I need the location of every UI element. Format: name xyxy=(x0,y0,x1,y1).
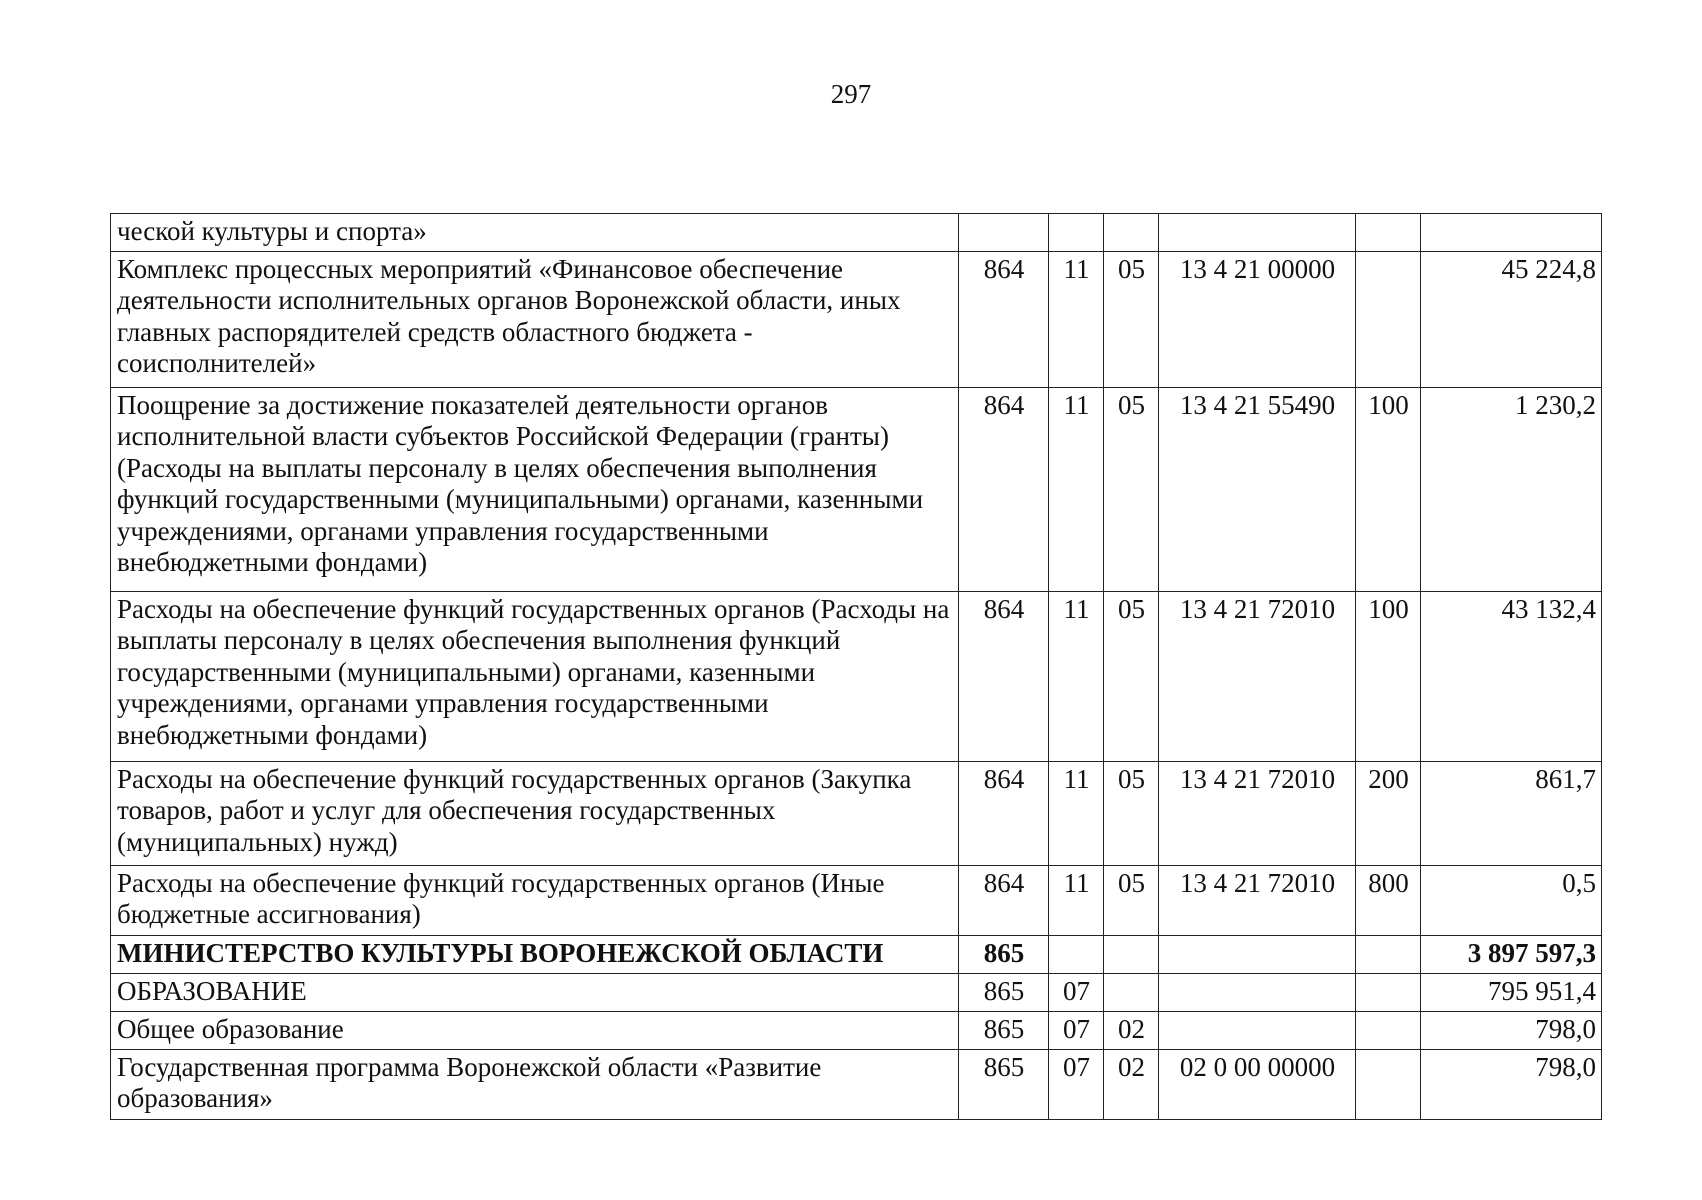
table-row xyxy=(111,1049,1602,1119)
row-name-cell: Государственная программа Воронежской области «Развитие образования» xyxy=(111,1049,959,1119)
ved-cell xyxy=(959,214,1049,252)
pr-cell xyxy=(1104,214,1159,252)
vr-cell: 100 xyxy=(1356,591,1421,761)
row-name-cell: ОБРАЗОВАНИЕ xyxy=(111,973,959,1011)
row-name-cell: Расходы на обеспечение функций государственных органов (Закупка товаров, работ и услуг для обеспечения государственных (муниципальных) нужд) xyxy=(111,761,959,865)
table-row xyxy=(111,761,1602,865)
table-row xyxy=(111,591,1602,761)
ved-cell: 865 xyxy=(959,935,1049,973)
row-name-cell: Общее образование xyxy=(111,1011,959,1049)
csr-cell xyxy=(1159,935,1356,973)
ved-cell: 865 xyxy=(959,1011,1049,1049)
table-row xyxy=(111,1011,1602,1049)
table-row xyxy=(111,865,1602,935)
rz-cell: 11 xyxy=(1049,865,1104,935)
rz-cell xyxy=(1049,935,1104,973)
rz-cell: 11 xyxy=(1049,591,1104,761)
vr-cell: 100 xyxy=(1356,387,1421,591)
table-row xyxy=(111,973,1602,1011)
ved-cell: 864 xyxy=(959,591,1049,761)
pr-cell: 05 xyxy=(1104,761,1159,865)
sum-cell: 1 230,2 xyxy=(1421,387,1602,591)
row-name-cell: ческой культуры и спорта» xyxy=(111,214,959,252)
csr-cell: 02 0 00 00000 xyxy=(1159,1049,1356,1119)
ved-cell: 865 xyxy=(959,1049,1049,1119)
sum-cell: 861,7 xyxy=(1421,761,1602,865)
page-number: 297 xyxy=(830,79,872,109)
pr-cell: 05 xyxy=(1104,251,1159,387)
ved-cell: 864 xyxy=(959,761,1049,865)
pr-cell: 05 xyxy=(1104,591,1159,761)
budget-table xyxy=(110,213,1602,1120)
row-name-cell: Расходы на обеспечение функций государственных органов (Иные бюджетные ассигнования) xyxy=(111,865,959,935)
pr-cell: 05 xyxy=(1104,865,1159,935)
rz-cell: 11 xyxy=(1049,761,1104,865)
vr-cell xyxy=(1356,1049,1421,1119)
ved-cell: 864 xyxy=(959,251,1049,387)
vr-cell xyxy=(1356,251,1421,387)
rz-cell: 07 xyxy=(1049,1011,1104,1049)
vr-cell xyxy=(1356,214,1421,252)
row-name-cell: Комплекс процессных мероприятий «Финансовое обеспечение деятельности исполнительных органов Воронежской области, иных главных распорядителей средств областного бюджета - соисполнителей» xyxy=(111,251,959,387)
pr-cell: 02 xyxy=(1104,1011,1159,1049)
csr-cell: 13 4 21 55490 xyxy=(1159,387,1356,591)
csr-cell xyxy=(1159,214,1356,252)
sum-cell: 3 897 597,3 xyxy=(1421,935,1602,973)
sum-cell: 798,0 xyxy=(1421,1011,1602,1049)
csr-cell: 13 4 21 72010 xyxy=(1159,591,1356,761)
rz-cell: 07 xyxy=(1049,973,1104,1011)
rz-cell: 11 xyxy=(1049,387,1104,591)
table-row xyxy=(111,387,1602,591)
budget-table-body xyxy=(111,214,1602,1120)
pr-cell: 02 xyxy=(1104,1049,1159,1119)
vr-cell xyxy=(1356,1011,1421,1049)
vr-cell xyxy=(1356,935,1421,973)
sum-cell: 798,0 xyxy=(1421,1049,1602,1119)
csr-cell: 13 4 21 00000 xyxy=(1159,251,1356,387)
row-name-cell: Поощрение за достижение показателей деятельности органов исполнительной власти субъектов Российской Федерации (гранты) (Расходы на выплаты персоналу в целях обеспечения выполнения функций государственными (муниципальными) органами, казенными учреждениями, органами управления государственными внебюджетными фондами) xyxy=(111,387,959,591)
table-row xyxy=(111,251,1602,387)
sum-cell xyxy=(1421,214,1602,252)
vr-cell xyxy=(1356,973,1421,1011)
vr-cell: 800 xyxy=(1356,865,1421,935)
rz-cell: 07 xyxy=(1049,1049,1104,1119)
sum-cell: 0,5 xyxy=(1421,865,1602,935)
ved-cell: 865 xyxy=(959,973,1049,1011)
table-row xyxy=(111,935,1602,973)
sum-cell: 43 132,4 xyxy=(1421,591,1602,761)
csr-cell: 13 4 21 72010 xyxy=(1159,865,1356,935)
vr-cell: 200 xyxy=(1356,761,1421,865)
sum-cell: 795 951,4 xyxy=(1421,973,1602,1011)
pr-cell xyxy=(1104,973,1159,1011)
pr-cell: 05 xyxy=(1104,387,1159,591)
csr-cell xyxy=(1159,973,1356,1011)
table-row xyxy=(111,214,1602,252)
sum-cell: 45 224,8 xyxy=(1421,251,1602,387)
rz-cell xyxy=(1049,214,1104,252)
row-name-cell: Расходы на обеспечение функций государственных органов (Расходы на выплаты персоналу в целях обеспечения выполнения функций государственными (муниципальными) органами, казенными учреждениями, органами управления государственными внебюджетными фондами) xyxy=(111,591,959,761)
pr-cell xyxy=(1104,935,1159,973)
row-name-cell: МИНИСТЕРСТВО КУЛЬТУРЫ ВОРОНЕЖСКОЙ ОБЛАСТИ xyxy=(111,935,959,973)
ved-cell: 864 xyxy=(959,387,1049,591)
ved-cell: 864 xyxy=(959,865,1049,935)
rz-cell: 11 xyxy=(1049,251,1104,387)
csr-cell: 13 4 21 72010 xyxy=(1159,761,1356,865)
csr-cell xyxy=(1159,1011,1356,1049)
